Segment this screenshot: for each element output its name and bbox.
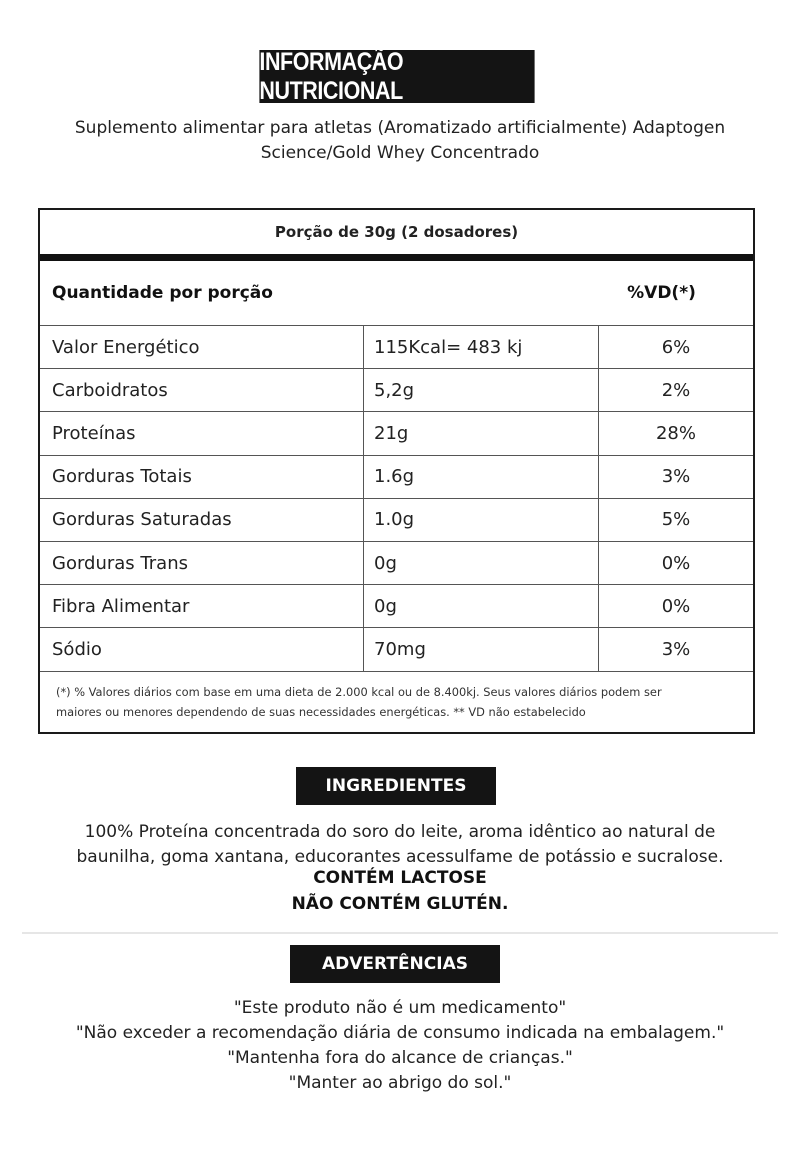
ingredients-line-2: baunilha, goma xantana, educorantes acessulfame de potássio e sucralose.: [76, 847, 724, 867]
nutrient-vd: 0%: [661, 595, 691, 617]
nutrient-amount: 1.6g: [364, 456, 599, 498]
table-row: [40, 369, 753, 412]
nutrient-amount: 70mg: [364, 628, 599, 670]
nutrient-name: Gorduras Trans: [40, 542, 364, 584]
product-description-line-1: Suplemento alimentar para atletas (Aromatizado artificialmente) Adaptogen: [74, 118, 726, 138]
ingredients-heading: INGREDIENTES: [296, 767, 496, 805]
nutrient-vd: 0%: [661, 552, 691, 574]
nutrient-amount: 0g: [364, 585, 599, 627]
table-row: [40, 628, 753, 671]
nutrient-vd: 3%: [661, 638, 691, 660]
nutrient-amount: 0g: [364, 542, 599, 584]
portion-size: Porção de 30g (2 dosadores): [274, 223, 519, 241]
product-description-line-2: Science/Gold Whey Concentrado: [260, 143, 540, 163]
table-row: [40, 499, 753, 542]
nutrient-name: Carboidratos: [40, 369, 364, 411]
nutrient-name: Gorduras Saturadas: [40, 499, 364, 541]
warnings-heading: ADVERTÊNCIAS: [290, 945, 500, 983]
footnote: [40, 672, 753, 722]
warning-item: "Não exceder a recomendação diária de consumo indicada na embalagem.": [75, 1023, 725, 1043]
nutrient-amount: 115Kcal= 483 kj: [364, 326, 599, 368]
table-row: [40, 326, 753, 369]
header-quantity: Quantidade por porção: [52, 283, 273, 303]
table-row: [40, 456, 753, 499]
page-title: INFORMAÇÃO NUTRICIONAL: [259, 50, 534, 103]
header-vd: %VD(*): [627, 283, 696, 303]
nutrient-amount: 1.0g: [364, 499, 599, 541]
ingredients-line-1: 100% Proteína concentrada do soro do leite, aroma idêntico ao natural de: [84, 822, 716, 842]
product-description: [30, 116, 770, 166]
nutrient-name: Gorduras Totais: [40, 456, 364, 498]
warnings-list: [20, 996, 780, 1096]
nutrient-vd: 6%: [661, 336, 691, 358]
nutrient-name: Valor Energético: [40, 326, 364, 368]
gluten-notice: NÃO CONTÉM GLUTÉN.: [291, 894, 509, 914]
footnote-line-1: (*) % Valores diários com base em uma dieta de 2.000 kcal ou de 8.400kj. Seus valores diários podem ser: [56, 684, 662, 699]
nutrient-vd: 5%: [661, 509, 691, 531]
nutrition-table: [38, 208, 755, 734]
nutrient-vd: 2%: [661, 379, 691, 401]
nutrient-name: Fibra Alimentar: [40, 585, 364, 627]
table-row: [40, 542, 753, 585]
warning-item: "Mantenha fora do alcance de crianças.": [227, 1048, 573, 1068]
table-header: [40, 261, 753, 326]
warning-item: "Este produto não é um medicamento": [233, 998, 567, 1018]
nutrient-amount: 5,2g: [364, 369, 599, 411]
nutrition-rows: [40, 326, 753, 672]
lactose-notice: CONTÉM LACTOSE: [313, 868, 487, 888]
nutrient-vd: 28%: [655, 422, 696, 444]
warning-item: "Manter ao abrigo do sol.": [288, 1073, 512, 1093]
nutrient-name: Sódio: [40, 628, 364, 670]
footnote-line-2: maiores ou menores dependendo de suas necessidades energéticas. ** VD não estabelecido: [56, 704, 586, 719]
nutrient-name: Proteínas: [40, 412, 364, 454]
section-divider: [22, 932, 778, 934]
nutrient-amount: 21g: [364, 412, 599, 454]
table-row: [40, 585, 753, 628]
table-row: [40, 412, 753, 455]
thick-divider: [40, 254, 753, 261]
nutrient-vd: 3%: [661, 466, 691, 488]
ingredients-text: [20, 820, 780, 870]
